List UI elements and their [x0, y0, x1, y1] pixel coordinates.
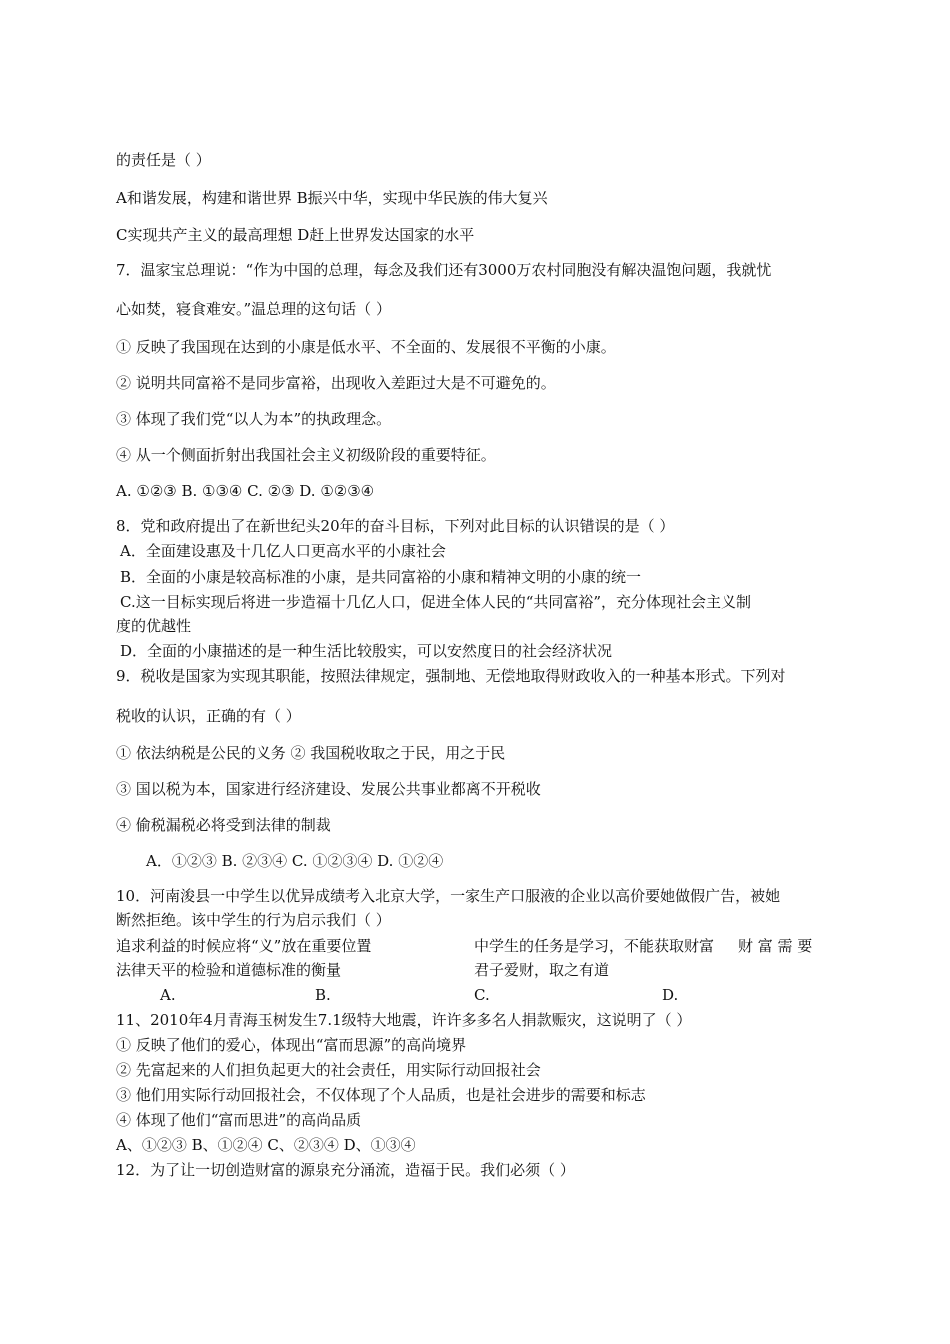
- q10-label-a: A.: [160, 986, 176, 1004]
- q9-statement-3: ③ 国以税为本，国家进行经济建设、发展公共事业都离不开税收: [116, 780, 541, 798]
- q6-options-ab: A和谐发展，构建和谐世界 B振兴中华，实现中华民族的伟大复兴: [116, 189, 548, 207]
- q9-statements-1-2: ① 依法纳税是公民的义务 ② 我国税收取之于民，用之于民: [116, 744, 506, 762]
- q7-stem-line2: 心如焚，寝食难安。”温总理的这句话（ ）: [116, 300, 391, 318]
- q10-stem-line2: 断然拒绝。该中学生的行为启示我们（ ）: [116, 911, 391, 929]
- q6-options-cd: C实现共产主义的最高理想 D赶上世界发达国家的水平: [116, 226, 475, 244]
- q10-label-b: B.: [315, 986, 331, 1004]
- q7-options: A. ①②③ B. ①③④ C. ②③ D. ①②③④: [116, 482, 375, 500]
- q10-col3-line1: 财 富 需 要: [738, 937, 813, 955]
- q11-statement-3: ③ 他们用实际行动回报社会，不仅体现了个人品质，也是社会进步的需要和标志: [116, 1086, 646, 1104]
- q7-statement-3: ③ 体现了我们党“以人为本”的执政理念。: [116, 410, 392, 428]
- q8-option-a: A．全面建设惠及十几亿人口更高水平的小康社会: [120, 542, 446, 560]
- q10-stem-line1: 10．河南浚县一中学生以优异成绩考入北京大学，一家生产口服液的企业以高价要她做假广告，被她: [116, 887, 781, 905]
- q9-statement-4: ④ 偷税漏税必将受到法律的制裁: [116, 816, 331, 834]
- q6-stem-end: 的责任是（ ）: [116, 151, 211, 169]
- q7-statement-1: ① 反映了我国现在达到的小康是低水平、不全面的、发展很不平衡的小康。: [116, 338, 616, 356]
- q7-stem-line1: 7．温家宝总理说：“作为中国的总理，每念及我们还有3000万农村同胞没有解决温饱问题，我就忧: [116, 261, 772, 279]
- q11-statement-2: ② 先富起来的人们担负起更大的社会责任，用实际行动回报社会: [116, 1061, 541, 1079]
- q7-statement-4: ④ 从一个侧面折射出我国社会主义初级阶段的重要特征。: [116, 446, 496, 464]
- q11-statement-4: ④ 体现了他们“富而思进”的高尚品质: [116, 1111, 362, 1129]
- q9-stem-line1: 9．税收是国家为实现其职能，按照法律规定，强制地、无偿地取得财政收入的一种基本形式。下列对: [116, 667, 786, 685]
- q8-stem: 8．党和政府提出了在新世纪头20年的奋斗目标，下列对此目标的认识错误的是（ ）: [116, 517, 675, 535]
- q11-stem: 11、2010年4月青海玉树发生7.1级特大地震，许许多多名人捐款赈灾，这说明了（ ）: [116, 1011, 692, 1029]
- q10-label-c: C.: [474, 986, 490, 1004]
- q10-col2-line2: 君子爱财，取之有道: [474, 961, 610, 979]
- q12-stem: 12．为了让一切创造财富的源泉充分涌流，造福于民。我们必须（ ）: [116, 1161, 575, 1179]
- q8-option-b: B．全面的小康是较高标准的小康，是共同富裕的小康和精神文明的小康的统一: [120, 568, 642, 586]
- q10-col2-line1: 中学生的任务是学习，不能获取财富: [474, 937, 715, 955]
- q10-label-d: D.: [662, 986, 679, 1004]
- q9-options: A．①②③ B. ②③④ C. ①②③④ D. ①②④: [146, 852, 444, 870]
- q8-option-c-line2: 度的优越性: [116, 617, 192, 635]
- q10-col1-line1: 追求利益的时候应将“义”放在重要位置: [116, 937, 372, 955]
- q11-statement-1: ① 反映了他们的爱心，体现出“富而思源”的高尚境界: [116, 1036, 467, 1054]
- q10-col1-line2: 法律天平的检验和道德标准的衡量: [116, 961, 342, 979]
- q7-statement-2: ② 说明共同富裕不是同步富裕，出现收入差距过大是不可避免的。: [116, 374, 556, 392]
- q8-option-c-line1: C.这一目标实现后将进一步造福十几亿人口，促进全体人民的“共同富裕”，充分体现社会主义制: [120, 593, 752, 611]
- q8-option-d: D．全面的小康描述的是一种生活比较殷实，可以安然度日的社会经济状况: [120, 642, 613, 660]
- q9-stem-line2: 税收的认识，正确的有（ ）: [116, 707, 301, 725]
- q11-options: A、①②③ B、①②④ C、②③④ D、①③④: [116, 1136, 416, 1154]
